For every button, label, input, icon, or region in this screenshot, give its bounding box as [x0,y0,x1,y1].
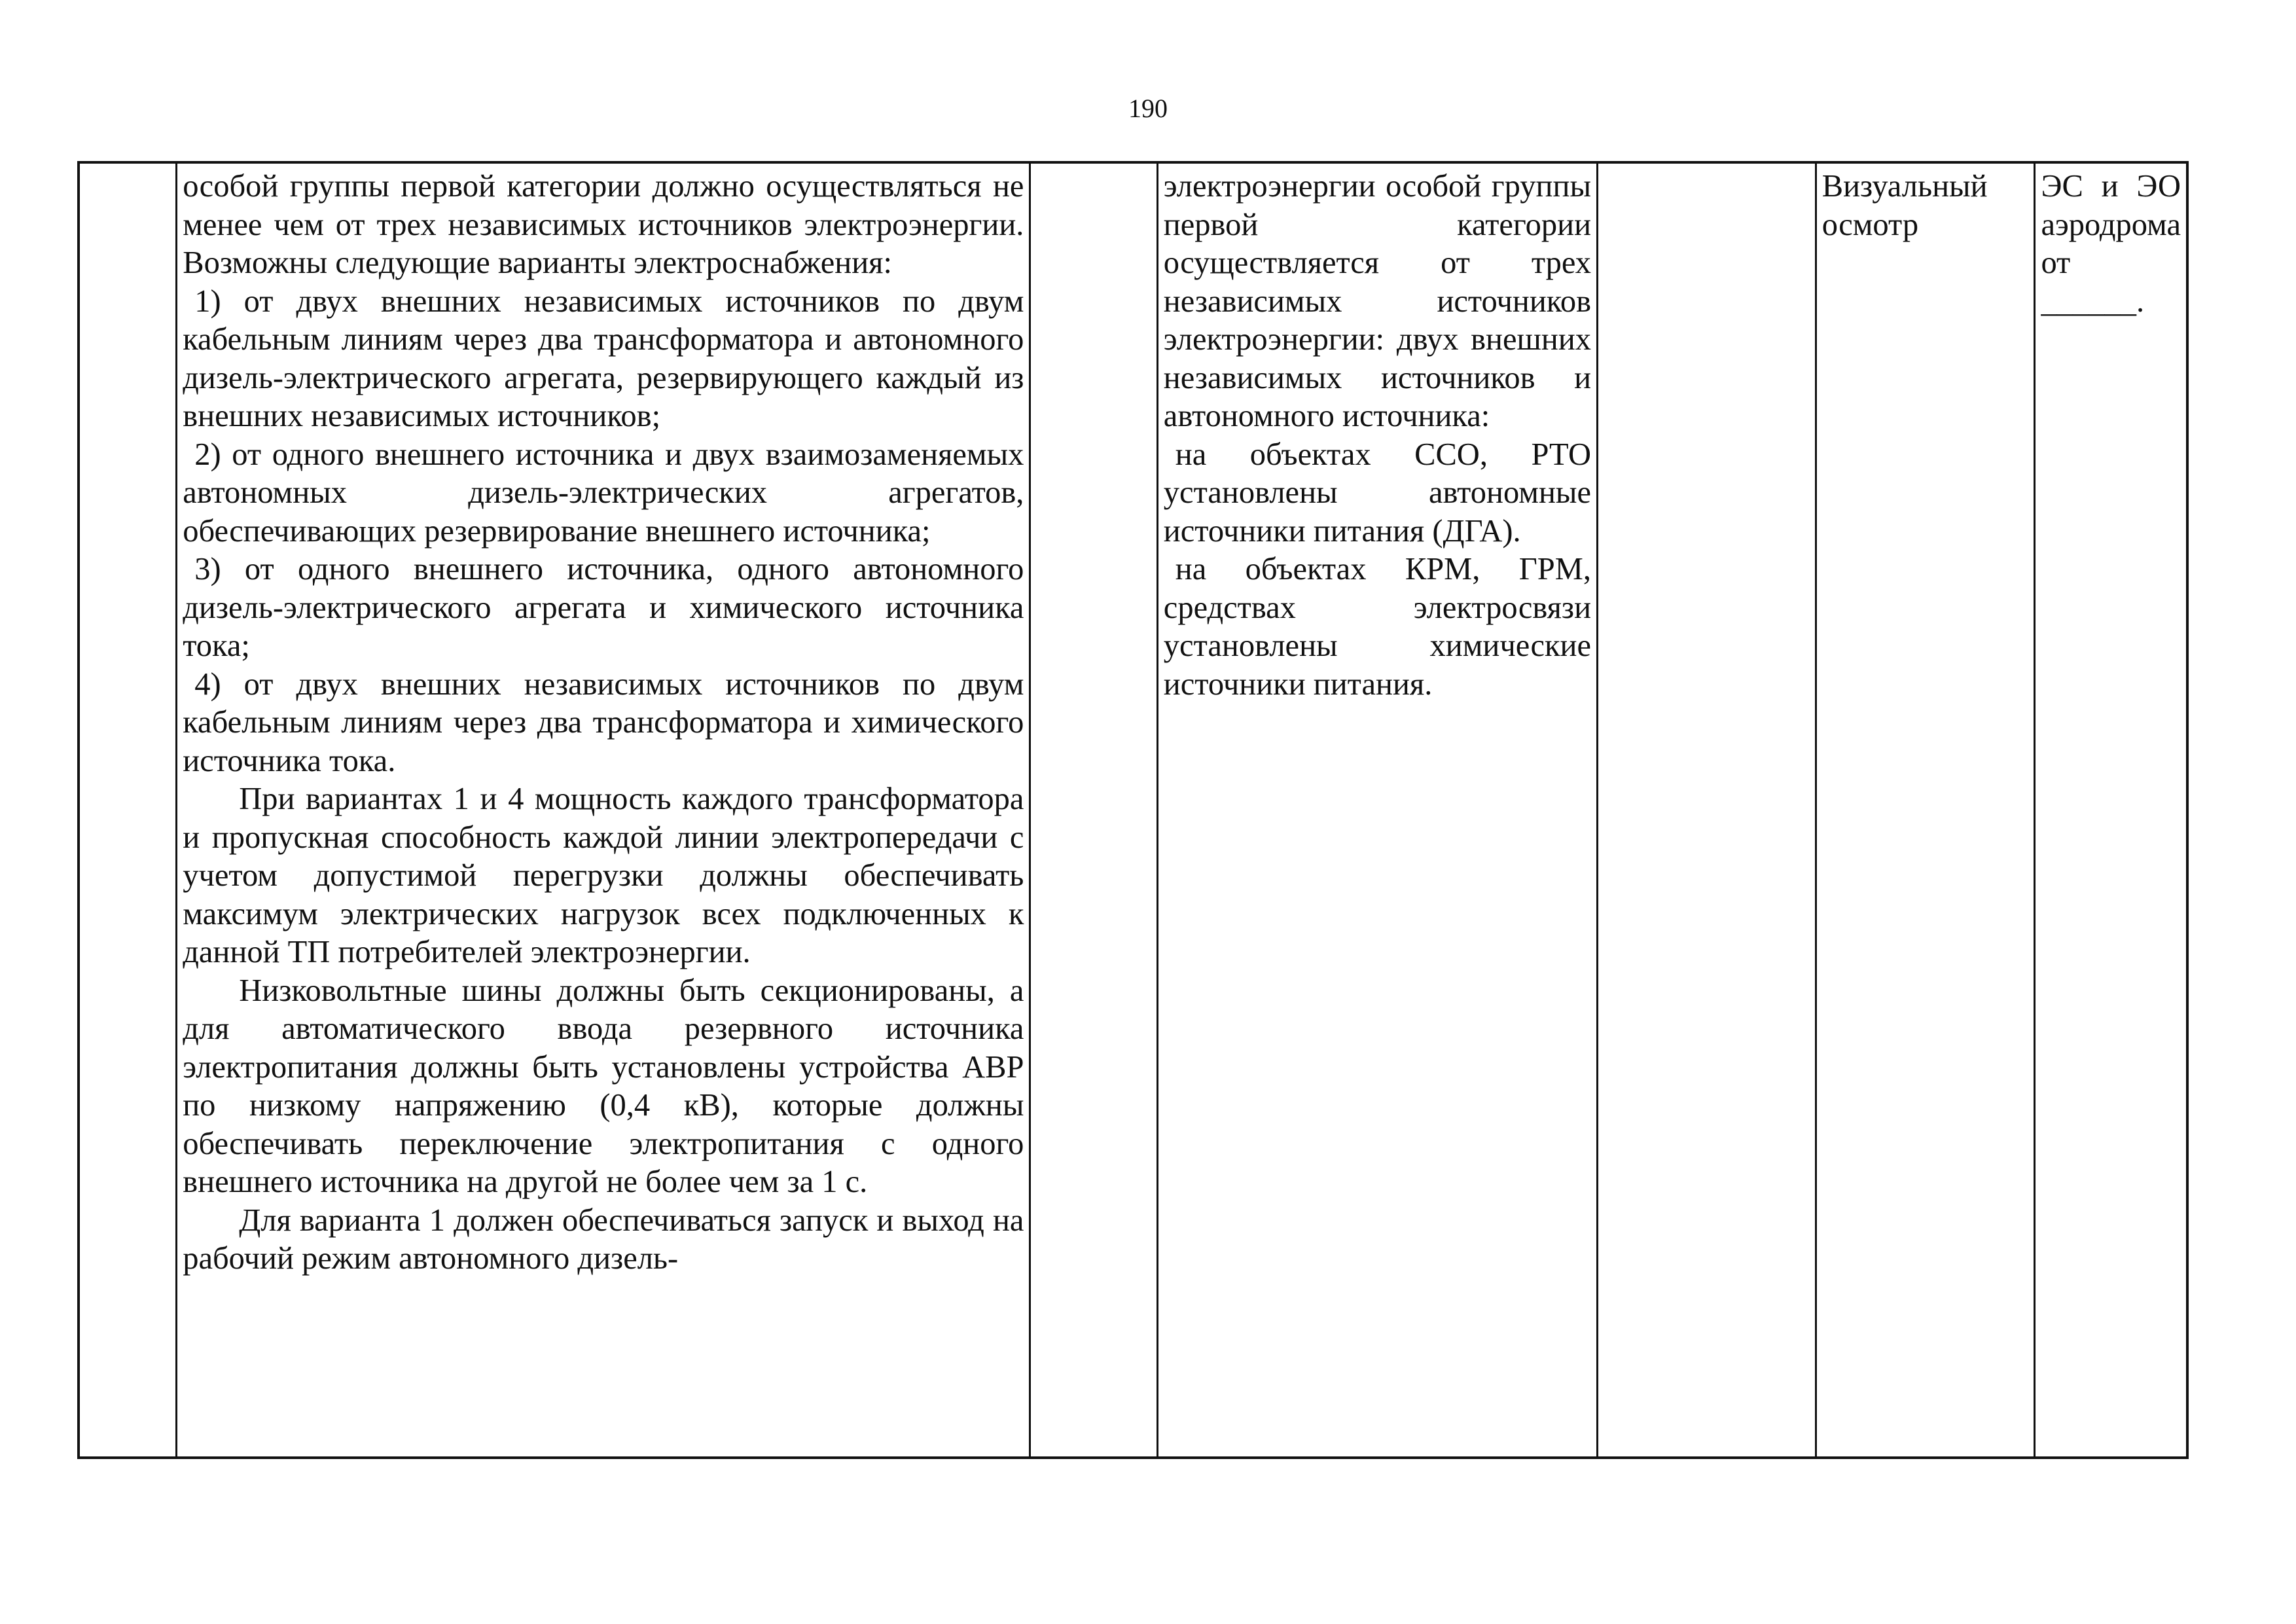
actual-state-cell [1158,164,1596,704]
requirement-paragraph: Для варианта 1 должен обеспечиваться запуск и выход на рабочий режим автономного дизель- [183,1202,1024,1276]
table-col-method [1817,164,2036,1456]
actual-state-paragraph: на объектах КРМ, ГРМ, средствах электросвязи установлены химические источники питания. [1163,552,1592,702]
page-number: 190 [1128,94,1168,123]
table-col-number [80,164,177,1456]
requirement-paragraph: При вариантах 1 и 4 мощность каждого трансформатора и пропускная способность каждой линии электропередачи с учетом допустимой перегрузки должны обеспечивать максимум электрических нагрузок всех подключенных к данной ТП потребителей электроэнергии. [183,782,1024,969]
method-cell: Визуальный осмотр [1821,169,1988,242]
source-cell: ЭС и ЭО аэродрома от ______. [2041,169,2181,319]
requirement-paragraph: 1) от двух внешних независимых источников по двум кабельным линиям через два трансформатора и автономного дизель-электрического агрегата, резервирующего каждый из внешних независимых источников; [183,283,1024,433]
actual-state-paragraph: электроэнергии особой группы первой категории осуществляется от трех независимых источников электроэнергии: двух внешних независимых источников и автономного источника: [1163,169,1592,433]
requirement-paragraph: Низковольтные шины должны быть секционированы, а для автоматического ввода резервного источника электропитания должны быть установлены устройства АВР по низкому напряжению (0,4 кВ), которые должны обеспечивать переключение электропитания с одного внешнего источника на другой не более чем за 1 с. [183,973,1024,1199]
table-col-source [2036,164,2186,1456]
table-col-reference [1031,164,1158,1456]
table-col-requirement [177,164,1031,1456]
inspection-table [77,161,2189,1459]
table-col-compliance [1598,164,1817,1456]
requirement-paragraph: особой группы первой категории должно осуществляться не менее чем от трех независимых источников электроэнергии. Возможны следующие варианты электроснабжения: [183,169,1024,280]
table-col-actual-state [1158,164,1598,1456]
actual-state-paragraph: на объектах ССО, РТО установлены автономные источники питания (ДГА). [1163,437,1592,549]
requirement-cell [177,164,1029,1278]
requirement-paragraph: 2) от одного внешнего источника и двух взаимозаменяемых автономных дизель-электрических агрегатов, обеспечивающих резервирование внешнего источника; [183,437,1024,549]
requirement-paragraph: 4) от двух внешних независимых источников по двум кабельным линиям через два трансформатора и химического источника тока. [183,666,1024,778]
requirement-paragraph: 3) от одного внешнего источника, одного автономного дизель-электрического агрегата и химического источника тока; [183,552,1024,663]
